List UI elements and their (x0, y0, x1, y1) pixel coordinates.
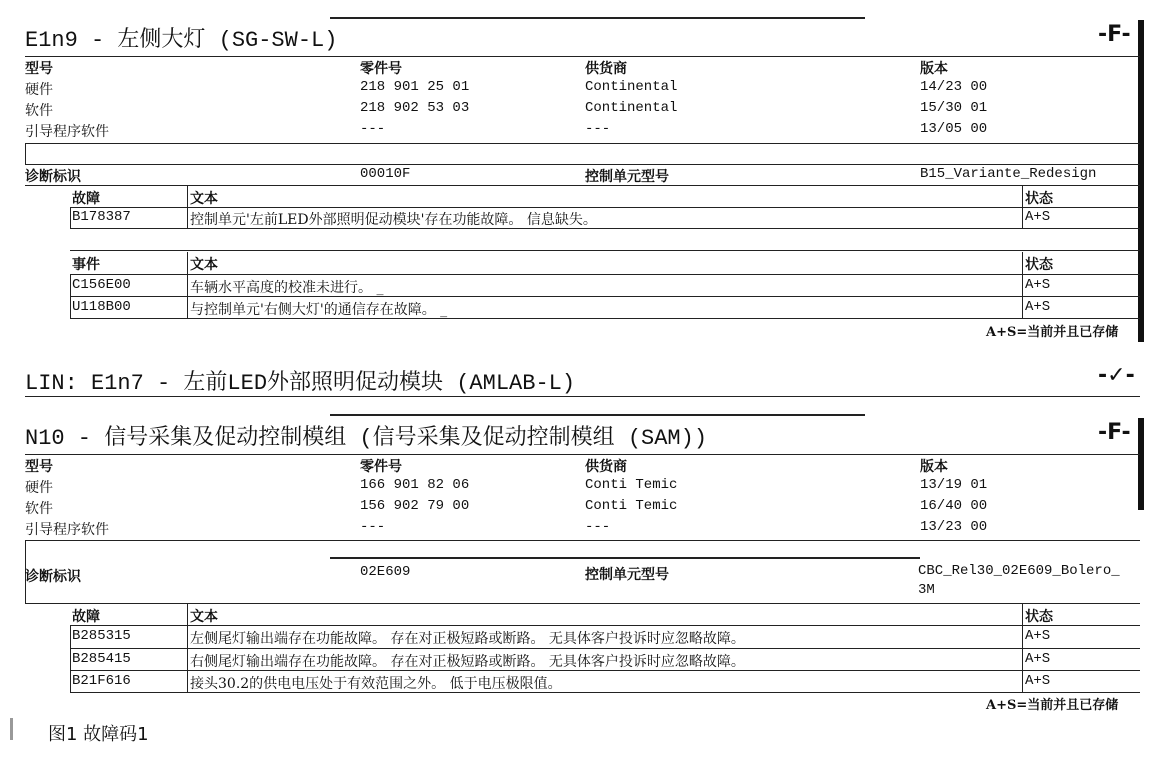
divider (70, 625, 71, 692)
col-type-header: 型号 (25, 61, 53, 77)
supplier: Continental (585, 100, 678, 116)
status-legend: A+S=当前并且已存储 (986, 698, 1119, 713)
divider (25, 56, 1140, 57)
part-number: 166 901 82 06 (360, 477, 470, 493)
divider (25, 454, 1140, 455)
scan-edge-bar (1138, 418, 1144, 510)
event-text: 与控制单元'右侧大灯'的通信存在故障。 _ (190, 302, 448, 318)
supplier: Continental (585, 79, 678, 95)
divider (25, 540, 1140, 541)
divider (70, 625, 1140, 626)
divider (70, 207, 71, 228)
divider (70, 250, 1140, 251)
col-type-header: 型号 (25, 459, 53, 475)
fault-status: A+S (1025, 651, 1051, 667)
fault-text: 控制单元'左前LED外部照明促动模块'存在功能故障。 信息缺失。 (190, 212, 597, 228)
divider (70, 228, 1140, 229)
part-number: --- (360, 121, 386, 137)
part-number: 218 901 25 01 (360, 79, 470, 95)
divider (187, 186, 188, 228)
col-part-header: 零件号 (360, 61, 402, 77)
col-part-header: 零件号 (360, 459, 402, 475)
version: 16/40 00 (920, 498, 988, 514)
row-label-hardware: 硬件 (25, 480, 53, 496)
row-label-bootloader: 引导程序软件 (25, 124, 109, 140)
fault-status: A+S (1025, 628, 1051, 644)
scan-mark (10, 718, 13, 740)
event-status: A+S (1025, 277, 1051, 293)
unit-type-label: 控制单元型号 (585, 567, 669, 583)
divider (25, 164, 1140, 165)
event-code: C156E00 (72, 277, 131, 293)
divider (25, 143, 26, 165)
divider (1022, 252, 1023, 318)
status-legend: A+S=当前并且已存储 (986, 325, 1119, 340)
supplier: --- (585, 519, 611, 535)
event-text-header: 文本 (190, 257, 218, 273)
unit-type-value-line1: CBC_Rel30_02E609_Bolero_ (918, 563, 1120, 579)
scan-edge-bar (1138, 20, 1144, 342)
row-label-hardware: 硬件 (25, 82, 53, 98)
version: 13/19 01 (920, 477, 988, 493)
divider (25, 185, 1140, 186)
divider (70, 207, 1140, 208)
unit-type-value: B15_Variante_Redesign (920, 166, 1097, 182)
fault-text-header: 文本 (190, 609, 218, 625)
module-title: N10 - 信号采集及促动控制模组 (信号采集及促动控制模组 (SAM)) (25, 426, 708, 451)
fault-code: B285315 (72, 628, 131, 644)
fault-code: B285415 (72, 651, 131, 667)
fault-text: 右侧尾灯输出端存在功能故障。 存在对正极短路或断路。 无具体客户投诉时应忽略故障。 (190, 654, 745, 670)
part-number: 218 902 53 03 (360, 100, 470, 116)
version: 15/30 01 (920, 100, 988, 116)
divider (70, 648, 1140, 649)
fault-status-symbol: -F- (1098, 22, 1131, 47)
supplier: Conti Temic (585, 477, 678, 493)
divider (330, 557, 920, 559)
unit-type-label: 控制单元型号 (585, 169, 669, 185)
fault-status: A+S (1025, 673, 1051, 689)
figure-caption: 图1 故障码1 (48, 724, 149, 745)
part-number: --- (360, 519, 386, 535)
module-title: E1n9 - 左侧大灯 (SG-SW-L) (25, 28, 338, 53)
col-version-header: 版本 (920, 61, 948, 77)
diag-id-value: 00010F (360, 166, 411, 182)
divider (187, 252, 188, 318)
col-version-header: 版本 (920, 459, 948, 475)
version: 13/05 00 (920, 121, 988, 137)
unit-type-value-line2: 3M (918, 582, 935, 598)
divider (70, 318, 1140, 319)
module-title: LIN: E1n7 - 左前LED外部照明促动模块 (AMLAB-L) (25, 371, 576, 396)
row-label-software: 软件 (25, 103, 53, 119)
diag-id-label: 诊断标识 (25, 569, 81, 585)
event-status: A+S (1025, 299, 1051, 315)
divider (70, 274, 1140, 275)
fault-text: 接头30.2的供电电压处于有效范围之外。 低于电压极限值。 (190, 676, 562, 692)
divider (70, 296, 1140, 297)
event-code: U118B00 (72, 299, 131, 315)
event-text: 车辆水平高度的校准未进行。 _ (190, 280, 384, 296)
fault-text-header: 文本 (190, 191, 218, 207)
part-number: 156 902 79 00 (360, 498, 470, 514)
fault-code: B178387 (72, 209, 131, 225)
fault-code-header: 故障 (72, 609, 100, 625)
col-supplier-header: 供货商 (585, 459, 627, 475)
event-code-header: 事件 (72, 257, 100, 273)
event-status-header: 状态 (1025, 257, 1053, 273)
supplier: Conti Temic (585, 498, 678, 514)
divider (25, 603, 1140, 604)
supplier: --- (585, 121, 611, 137)
divider (70, 692, 1140, 693)
fault-text: 左侧尾灯输出端存在功能故障。 存在对正极短路或断路。 无具体客户投诉时应忽略故障。 (190, 631, 745, 647)
ok-status-symbol: -✓- (1098, 363, 1135, 388)
fault-status-header: 状态 (1025, 609, 1053, 625)
fault-status: A+S (1025, 209, 1051, 225)
divider (25, 143, 1140, 144)
col-supplier-header: 供货商 (585, 61, 627, 77)
divider (25, 396, 1140, 397)
divider (330, 17, 865, 19)
diag-id-value: 02E609 (360, 564, 411, 580)
fault-code-header: 故障 (72, 191, 100, 207)
fault-status-header: 状态 (1025, 191, 1053, 207)
divider (70, 670, 1140, 671)
diag-id-label: 诊断标识 (25, 169, 81, 185)
fault-status-symbol: -F- (1098, 420, 1131, 445)
divider (1022, 186, 1023, 228)
row-label-bootloader: 引导程序软件 (25, 522, 109, 538)
divider (330, 414, 865, 416)
version: 13/23 00 (920, 519, 988, 535)
row-label-software: 软件 (25, 501, 53, 517)
fault-code: B21F616 (72, 673, 131, 689)
version: 14/23 00 (920, 79, 988, 95)
